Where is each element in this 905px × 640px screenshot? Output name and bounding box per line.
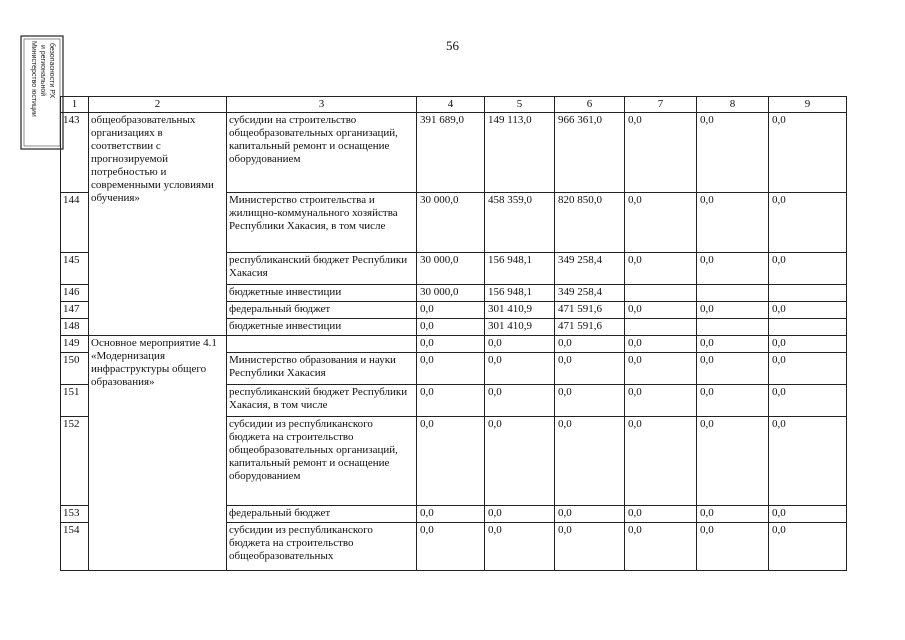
column-header: 1	[61, 97, 89, 113]
value-cell: 156 948,1	[485, 285, 555, 302]
column-header: 9	[769, 97, 847, 113]
budget-table	[60, 96, 847, 571]
row-description: Министерство образования и науки Республики Хакасия	[227, 353, 417, 385]
value-cell: 820 850,0	[555, 193, 625, 253]
row-description: федеральный бюджет	[227, 506, 417, 523]
value-cell: 0,0	[555, 417, 625, 506]
value-cell: 0,0	[769, 302, 847, 319]
value-cell: 0,0	[417, 523, 485, 571]
value-cell	[697, 285, 769, 302]
value-cell: 30 000,0	[417, 193, 485, 253]
row-number: 146	[61, 285, 89, 302]
value-cell: 0,0	[625, 385, 697, 417]
value-cell	[625, 319, 697, 336]
value-cell: 349 258,4	[555, 253, 625, 285]
value-cell: 0,0	[417, 417, 485, 506]
value-cell: 0,0	[697, 417, 769, 506]
value-cell: 0,0	[697, 302, 769, 319]
value-cell: 0,0	[625, 113, 697, 193]
row-number: 144	[61, 193, 89, 253]
value-cell: 0,0	[697, 193, 769, 253]
value-cell: 0,0	[485, 336, 555, 353]
value-cell: 0,0	[417, 385, 485, 417]
value-cell	[697, 319, 769, 336]
value-cell: 0,0	[697, 253, 769, 285]
value-cell: 0,0	[485, 417, 555, 506]
value-cell: 0,0	[625, 523, 697, 571]
table-row	[61, 336, 847, 353]
value-cell: 0,0	[417, 336, 485, 353]
row-number: 152	[61, 417, 89, 506]
value-cell: 301 410,9	[485, 302, 555, 319]
value-cell: 0,0	[555, 353, 625, 385]
row-number: 148	[61, 319, 89, 336]
value-cell: 0,0	[485, 523, 555, 571]
value-cell	[625, 285, 697, 302]
value-cell: 0,0	[625, 417, 697, 506]
value-cell: 0,0	[555, 385, 625, 417]
value-cell: 0,0	[417, 353, 485, 385]
value-cell: 0,0	[769, 506, 847, 523]
svg-text:Министерство юстиции: Министерство юстиции	[30, 41, 37, 117]
value-cell: 0,0	[555, 506, 625, 523]
value-cell: 0,0	[555, 336, 625, 353]
row-description: субсидии из республиканского бюджета на строительство общеобразовательных	[227, 523, 417, 571]
value-cell: 149 113,0	[485, 113, 555, 193]
value-cell: 0,0	[555, 523, 625, 571]
value-cell: 0,0	[769, 385, 847, 417]
value-cell: 30 000,0	[417, 285, 485, 302]
row-number: 149	[61, 336, 89, 353]
value-cell: 471 591,6	[555, 302, 625, 319]
row-description: субсидии из республиканского бюджета на строительство общеобразовательных организаций, капитальный ремонт и оснащение оборудованием	[227, 417, 417, 506]
column-header: 4	[417, 97, 485, 113]
value-cell: 0,0	[769, 353, 847, 385]
value-cell: 0,0	[417, 506, 485, 523]
value-cell: 471 591,6	[555, 319, 625, 336]
row-description: субсидии на строительство общеобразовательных организаций, капитальный ремонт и оснащение оборудованием	[227, 113, 417, 193]
table-row	[61, 113, 847, 193]
row-description: бюджетные инвестиции	[227, 285, 417, 302]
value-cell: 0,0	[417, 302, 485, 319]
column-header: 8	[697, 97, 769, 113]
value-cell: 0,0	[625, 336, 697, 353]
value-cell: 301 410,9	[485, 319, 555, 336]
row-description: Министерство строительства и жилищно-коммунального хозяйства Республики Хакасия, в том числе	[227, 193, 417, 253]
registration-stamp	[20, 35, 64, 150]
row-number: 147	[61, 302, 89, 319]
value-cell: 391 689,0	[417, 113, 485, 193]
value-cell: 0,0	[625, 253, 697, 285]
value-cell: 349 258,4	[555, 285, 625, 302]
row-number: 143	[61, 113, 89, 193]
value-cell: 0,0	[697, 336, 769, 353]
row-description: федеральный бюджет	[227, 302, 417, 319]
value-cell: 0,0	[417, 319, 485, 336]
column-header: 6	[555, 97, 625, 113]
page-number: 56	[446, 38, 459, 53]
column-header: 7	[625, 97, 697, 113]
value-cell: 0,0	[697, 353, 769, 385]
value-cell: 0,0	[625, 302, 697, 319]
budget-table-container	[60, 96, 846, 571]
column-header: 3	[227, 97, 417, 113]
value-cell: 0,0	[625, 506, 697, 523]
value-cell: 0,0	[697, 385, 769, 417]
svg-text:безопасности РХ: безопасности РХ	[48, 43, 55, 99]
value-cell: 0,0	[625, 193, 697, 253]
row-description: республиканский бюджет Республики Хакасия	[227, 253, 417, 285]
value-cell: 0,0	[485, 385, 555, 417]
table-header-row	[61, 97, 847, 113]
value-cell: 0,0	[769, 253, 847, 285]
row-number: 145	[61, 253, 89, 285]
value-cell: 0,0	[485, 353, 555, 385]
value-cell: 156 948,1	[485, 253, 555, 285]
value-cell: 0,0	[769, 193, 847, 253]
row-description: бюджетные инвестиции	[227, 319, 417, 336]
value-cell: 0,0	[769, 336, 847, 353]
row-number: 153	[61, 506, 89, 523]
value-cell: 0,0	[697, 113, 769, 193]
value-cell	[769, 319, 847, 336]
value-cell: 0,0	[485, 506, 555, 523]
value-cell: 0,0	[769, 523, 847, 571]
value-cell: 0,0	[625, 353, 697, 385]
value-cell: 0,0	[697, 506, 769, 523]
row-number: 150	[61, 353, 89, 385]
value-cell	[769, 285, 847, 302]
value-cell: 30 000,0	[417, 253, 485, 285]
value-cell: 0,0	[697, 523, 769, 571]
row-description: республиканский бюджет Республики Хакасия, в том числе	[227, 385, 417, 417]
column-header: 5	[485, 97, 555, 113]
row-description	[227, 336, 417, 353]
svg-text:и региональной: и региональной	[39, 45, 46, 97]
value-cell: 0,0	[769, 113, 847, 193]
value-cell: 966 361,0	[555, 113, 625, 193]
group-name-cell: Основное мероприятие 4.1 «Модернизация инфраструктуры общего образования»	[89, 336, 227, 571]
value-cell: 0,0	[769, 417, 847, 506]
row-number: 151	[61, 385, 89, 417]
row-number: 154	[61, 523, 89, 571]
group-name-cell: общеобразовательных организациях в соответствии с прогнозируемой потребностью и современными условиями обучения»	[89, 113, 227, 336]
column-header: 2	[89, 97, 227, 113]
value-cell: 458 359,0	[485, 193, 555, 253]
